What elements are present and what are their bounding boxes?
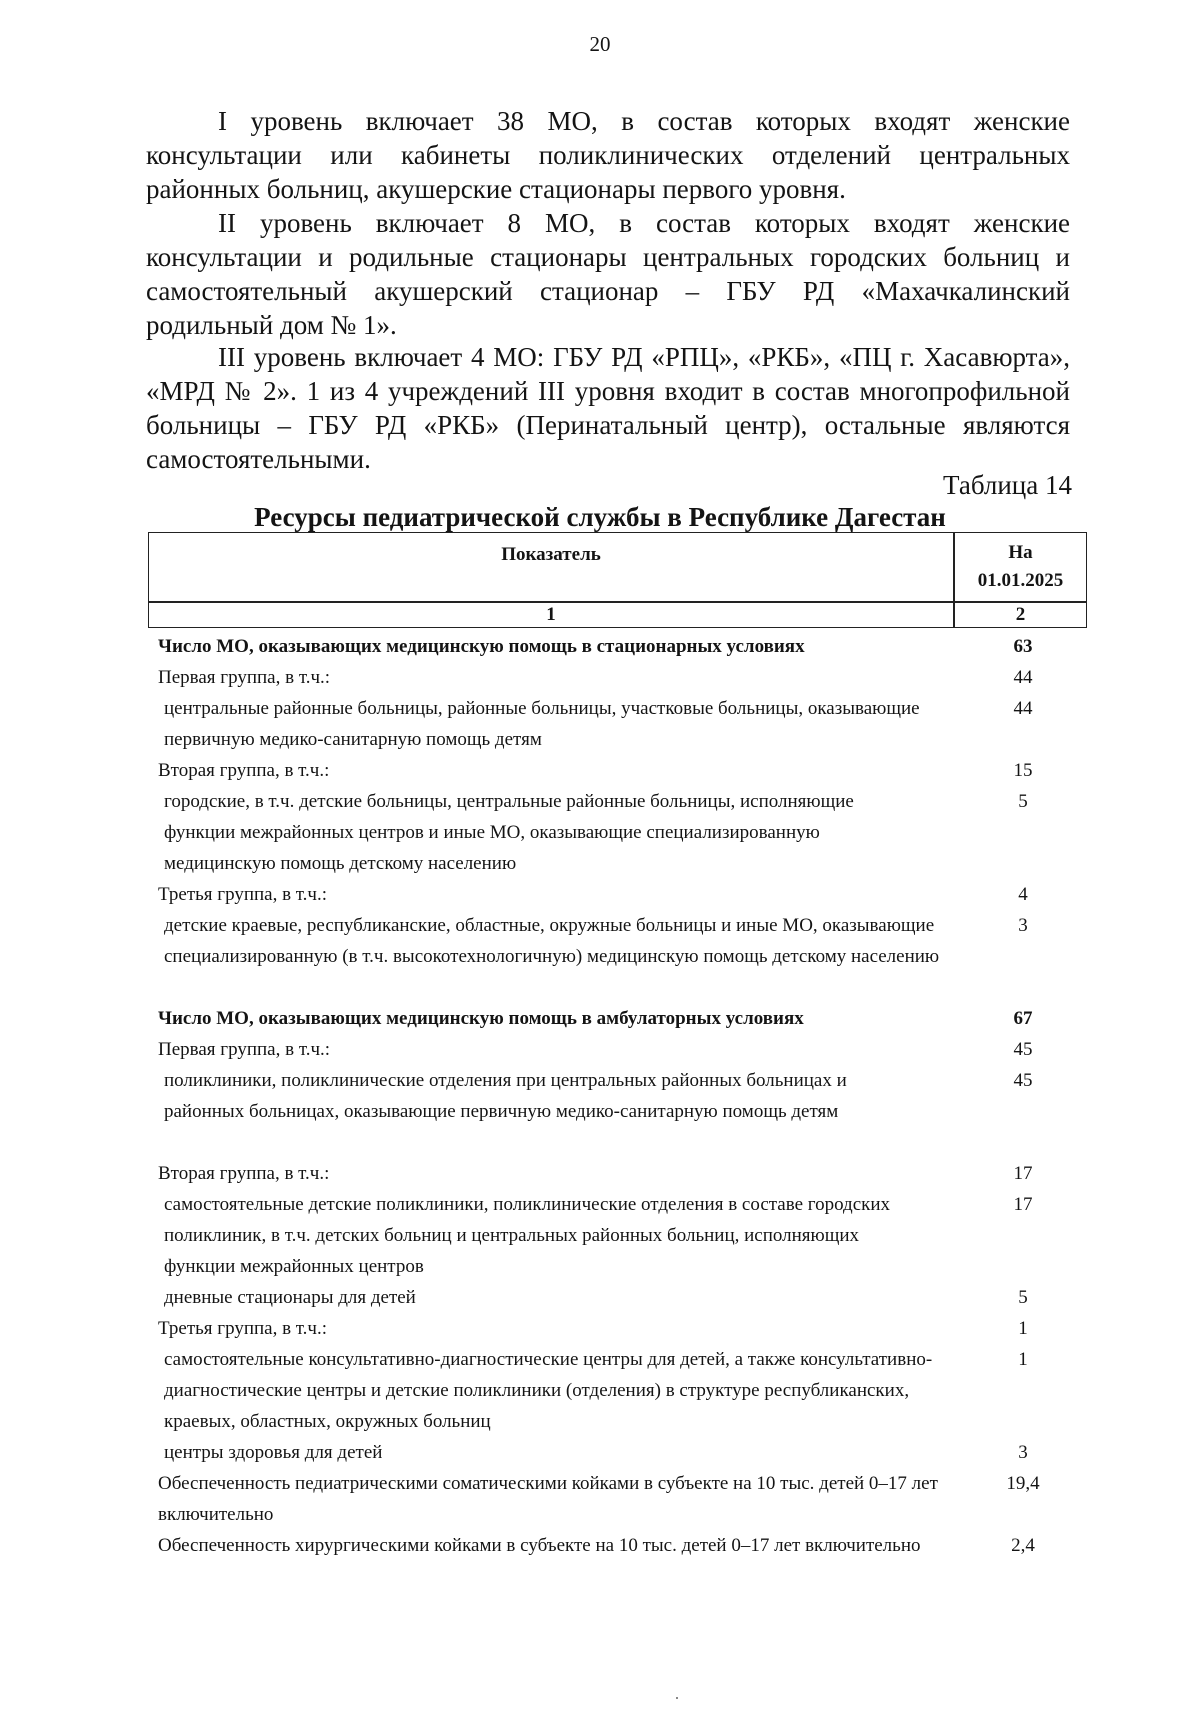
column-number-1: 1 bbox=[546, 604, 556, 625]
page-number: 20 bbox=[589, 32, 611, 56]
header-date-line2: 01.01.2025 bbox=[977, 570, 1064, 591]
column-number-2: 2 bbox=[1015, 604, 1026, 625]
paragraph-level-3: III уровень включает 4 МО: ГБУ РД «РПЦ», «РКБ», «ПЦ г. Хасавюрта», «МРД № 2». 1 из 4 учреждений III уровня входит в состав многопрофильной больницы – ГБУ РД «РКБ» (Перинатальный центр), остальные являются самостоятельными. bbox=[146, 342, 1070, 474]
scan-speck bbox=[676, 1697, 678, 1699]
header-date-line1: На bbox=[1008, 542, 1033, 563]
paragraph-level-2: II уровень включает 8 МО, в состав которых входят женские консультации и родильные стационары центральных городских больниц и самостоятельный акушерский стационар – ГБУ РД «Махачкалинский родильный дом № 1». bbox=[146, 208, 1070, 340]
table-number: Таблица 14 bbox=[943, 470, 1072, 500]
paragraph-level-1: I уровень включает 38 МО, в состав которых входят женские консультации или кабинеты поликлинических отделений центральных районных больниц, акушерские стационары первого уровня. bbox=[146, 106, 1070, 204]
header-indicator: Показатель bbox=[501, 544, 601, 565]
table-title: Ресурсы педиатрической службы в Республике Дагестан bbox=[254, 502, 946, 532]
